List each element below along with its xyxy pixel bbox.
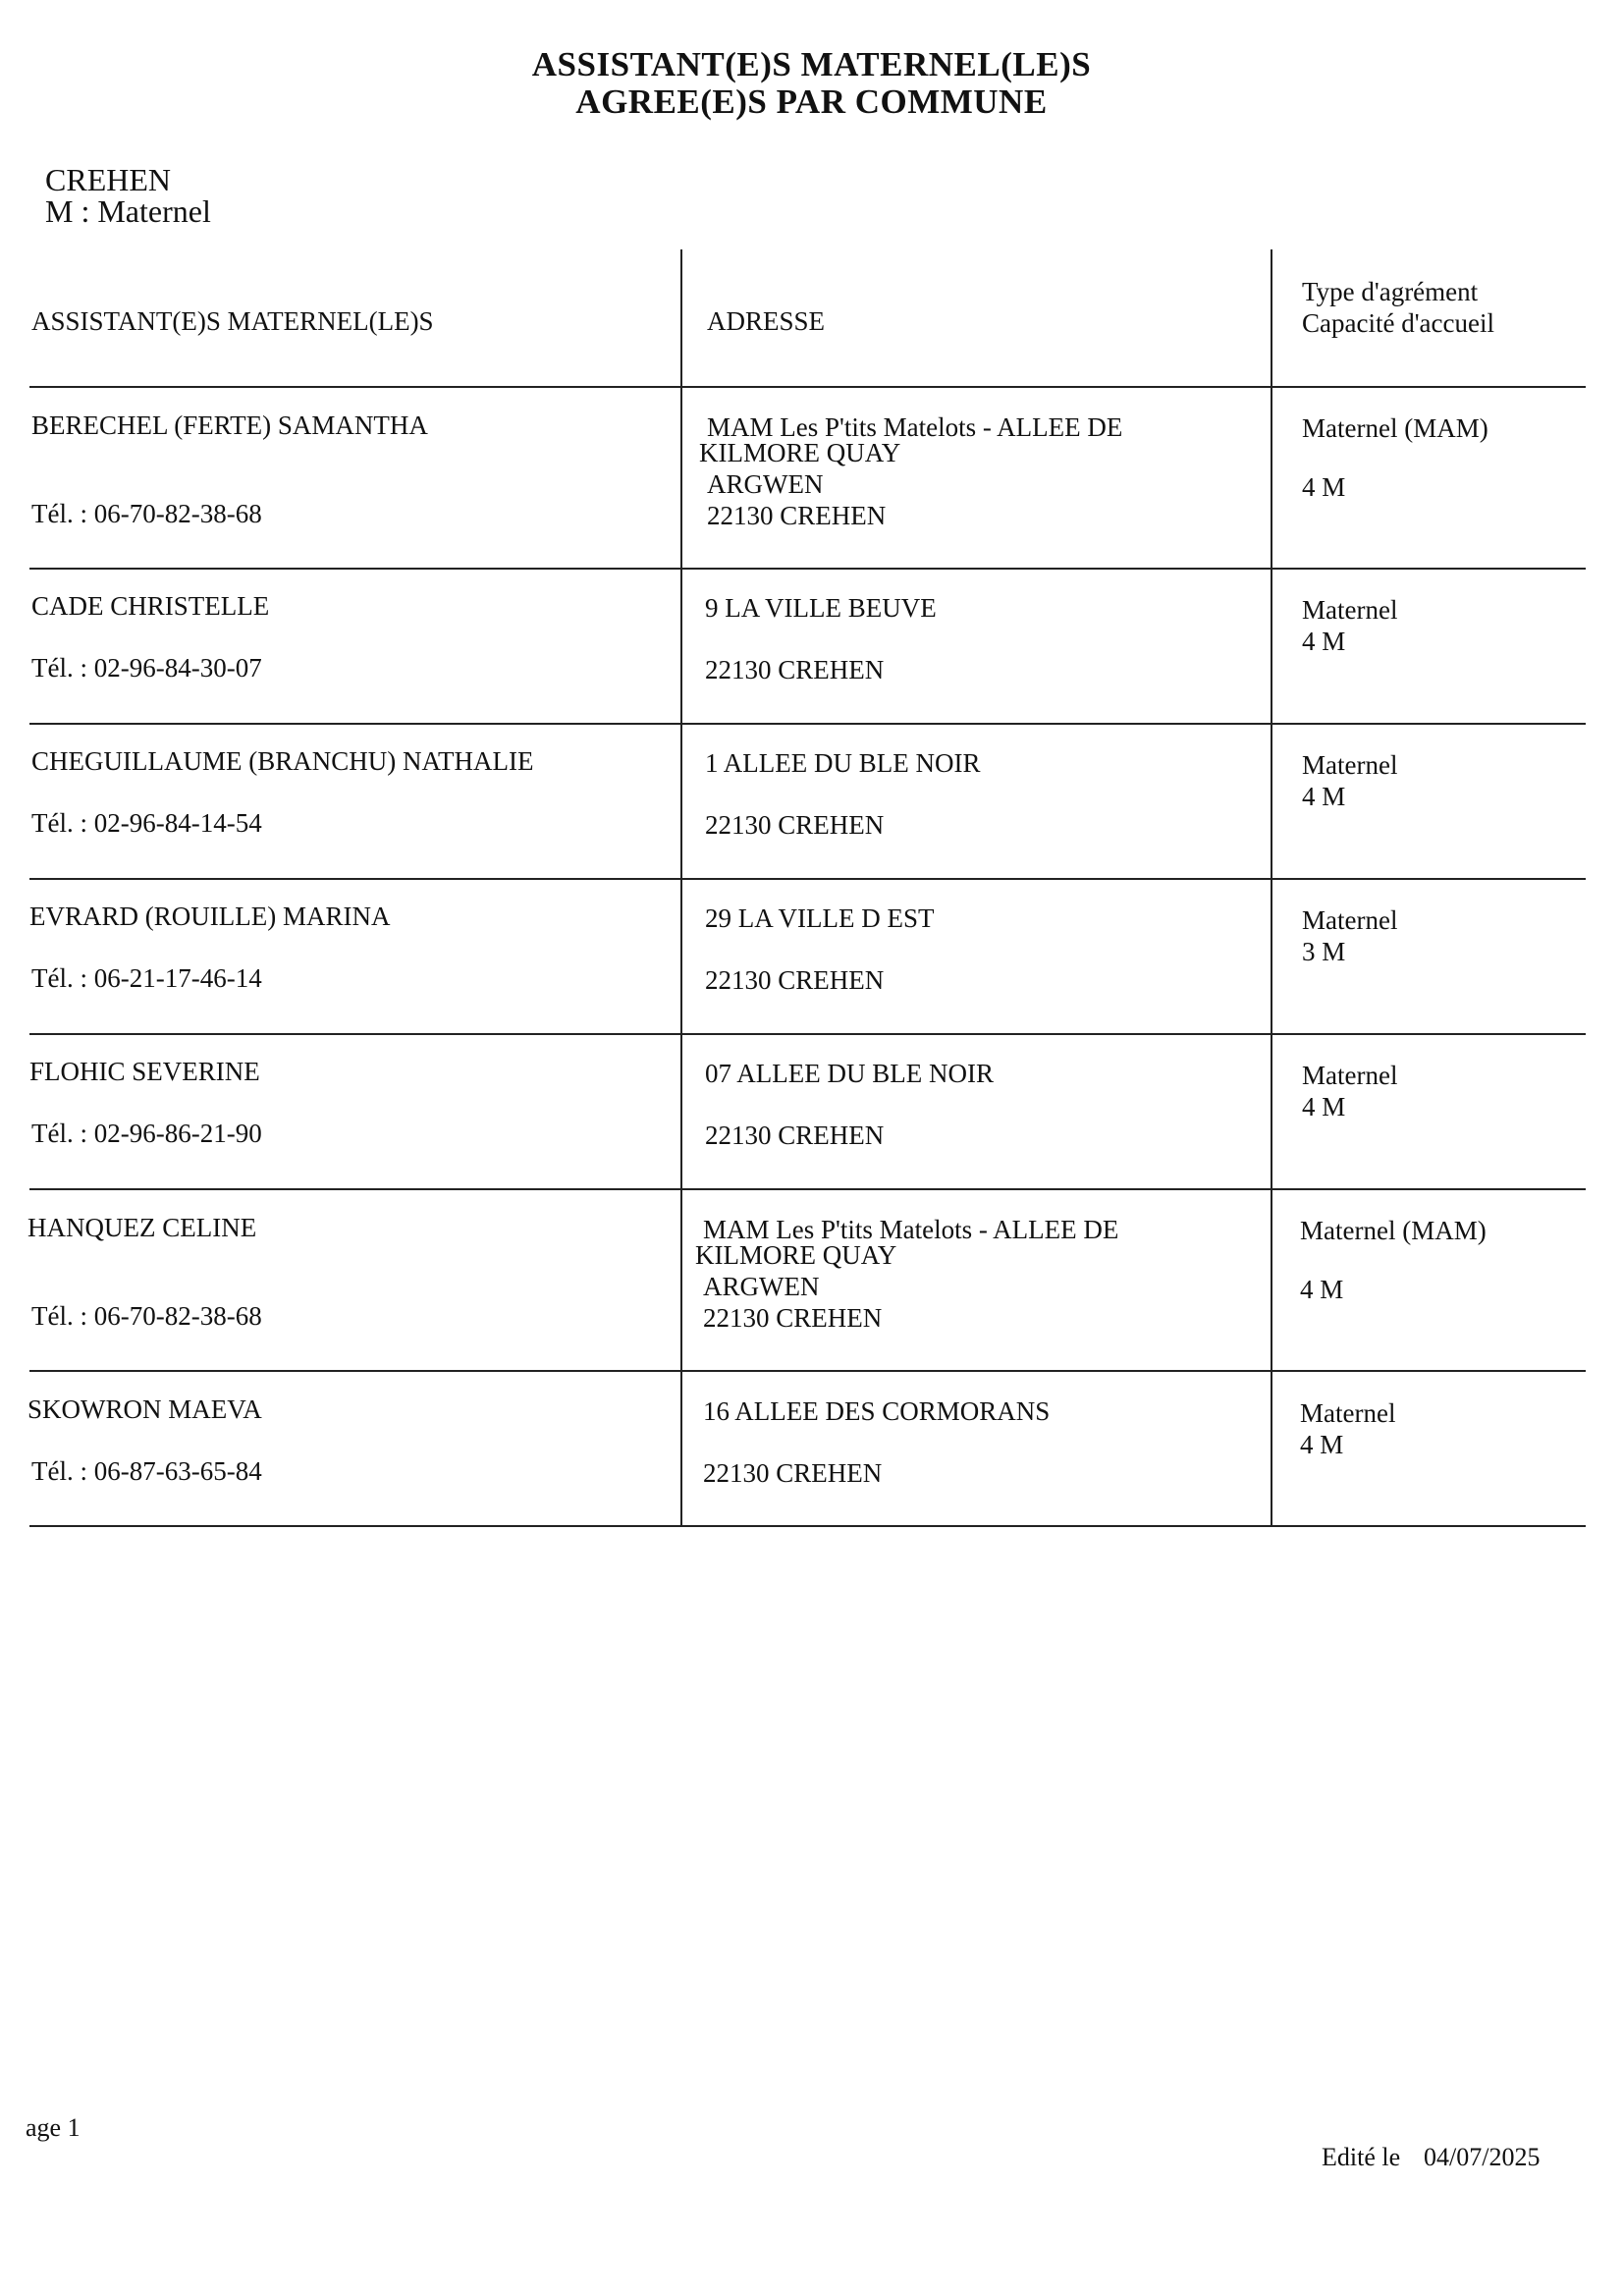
row-address-line: 22130 CREHEN [705,965,885,995]
row-divider [29,568,1586,570]
row-address-line: 29 LA VILLE D EST [705,903,935,933]
header-type: Type d'agrément [1302,277,1479,306]
row-divider [29,723,1586,725]
row-name: EVRARD (ROUILLE) MARINA [29,902,391,931]
edited-label: Edité le [1322,2143,1401,2171]
row-divider [29,1370,1586,1372]
row-address-line: KILMORE QUAY [695,1240,897,1270]
row-capacity: 4 M [1302,782,1346,811]
row-phone: Tél. : 06-87-63-65-84 [31,1456,262,1486]
row-phone: Tél. : 06-21-17-46-14 [31,963,262,993]
page-title-line-1: ASSISTANT(E)S MATERNEL(LE)S [531,45,1092,83]
row-type: Maternel (MAM) [1302,413,1488,443]
row-address-line: 22130 CREHEN [705,810,885,840]
column-divider-2 [1271,249,1272,1526]
row-capacity: 4 M [1302,627,1346,656]
row-address-line: MAM Les P'tits Matelots - ALLEE DE [707,412,1123,442]
row-phone: Tél. : 06-70-82-38-68 [31,1301,262,1331]
row-name: FLOHIC SEVERINE [29,1057,260,1086]
header-address: ADRESSE [707,306,826,336]
row-address-line: 9 LA VILLE BEUVE [705,593,937,623]
row-name: HANQUEZ CELINE [27,1213,257,1242]
row-address-line: 22130 CREHEN [705,1121,885,1150]
row-address-line: 22130 CREHEN [705,655,885,684]
row-type: Maternel (MAM) [1300,1216,1487,1245]
page-number: age 1 [26,2113,81,2142]
commune-name: CREHEN [45,162,171,197]
row-capacity: 4 M [1300,1275,1344,1304]
row-phone: Tél. : 02-96-86-21-90 [31,1119,262,1148]
edited-date: 04/07/2025 [1424,2143,1541,2171]
row-type: Maternel [1302,905,1398,935]
row-phone: Tél. : 02-96-84-14-54 [31,808,262,838]
row-phone: Tél. : 02-96-84-30-07 [31,653,262,683]
row-type: Maternel [1302,750,1398,780]
table-bottom-border [29,1525,1586,1527]
row-divider [29,1033,1586,1035]
row-name: SKOWRON MAEVA [27,1394,262,1424]
header-divider [29,386,1586,388]
row-address-line: 07 ALLEE DU BLE NOIR [705,1059,994,1088]
row-divider [29,878,1586,880]
row-address-line: ARGWEN [703,1272,820,1301]
row-capacity: 4 M [1300,1430,1344,1459]
row-capacity: 4 M [1302,1092,1346,1121]
row-address-line: MAM Les P'tits Matelots - ALLEE DE [703,1215,1119,1244]
commune-legend: M : Maternel [45,193,211,229]
row-name: CADE CHRISTELLE [31,591,270,621]
row-address-line: 22130 CREHEN [707,501,887,530]
row-name: BERECHEL (FERTE) SAMANTHA [31,410,428,440]
row-type: Maternel [1302,595,1398,625]
row-address-line: KILMORE QUAY [699,438,901,467]
header-assistant: ASSISTANT(E)S MATERNEL(LE)S [31,306,434,336]
row-name: CHEGUILLAUME (BRANCHU) NATHALIE [31,746,534,776]
row-type: Maternel [1300,1398,1396,1428]
row-phone: Tél. : 06-70-82-38-68 [31,499,262,528]
row-address-line: 22130 CREHEN [703,1458,883,1488]
column-divider-1 [680,249,682,1526]
row-type: Maternel [1302,1061,1398,1090]
row-address-line: ARGWEN [707,469,824,499]
row-address-line: 1 ALLEE DU BLE NOIR [705,748,981,778]
row-capacity: 4 M [1302,472,1346,502]
page-title-line-2: AGREE(E)S PAR COMMUNE [575,82,1048,121]
header-capacity: Capacité d'accueil [1302,308,1495,338]
row-capacity: 3 M [1302,937,1346,966]
row-address-line: 22130 CREHEN [703,1303,883,1333]
row-address-line: 16 ALLEE DES CORMORANS [703,1396,1051,1426]
row-divider [29,1188,1586,1190]
